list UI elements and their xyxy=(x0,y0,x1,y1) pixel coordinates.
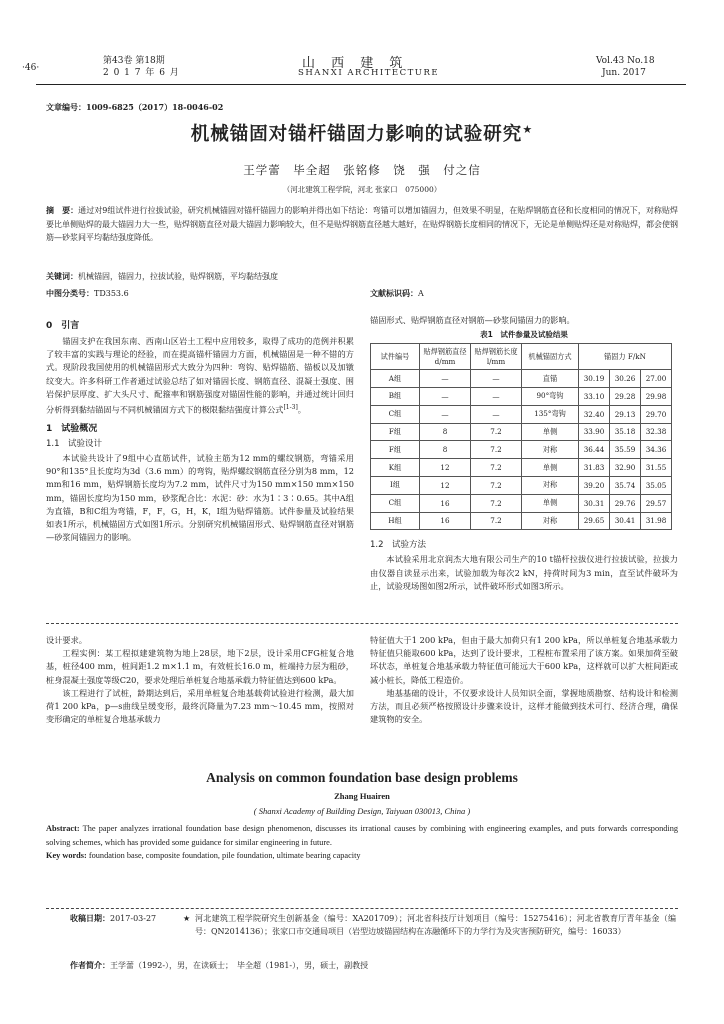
table-cell: 34.36 xyxy=(641,441,672,459)
table-cell: F组 xyxy=(371,423,420,441)
table-row xyxy=(371,441,672,459)
other-left-p3: 该工程进行了试桩，龄期达到后，采用单桩复合地基载荷试验进行检测，最大加荷1 200 kPa，p—s曲线呈缓变形，最终沉降量为7.23 mm～10.45 mm，按照对变形确定的单桩复合地基承载力 xyxy=(46,687,354,725)
section-1-1-title: 1.1 试验设计 xyxy=(46,438,103,449)
table-cell: 对称 xyxy=(522,441,579,459)
paper-title xyxy=(0,120,724,146)
table-cell: 90°弯钩 xyxy=(522,388,579,406)
table-cell: 35.18 xyxy=(610,423,641,441)
header-rule xyxy=(36,84,686,85)
section-0-end: 。 xyxy=(297,404,306,415)
table-header-cell: 贴焊钢筋长度 l/mm xyxy=(471,344,522,370)
fund-star: ★ xyxy=(183,914,191,923)
english-abstract-text: The paper analyzes irrational foundation base design phenomenon, discusses its irrational causes by combining with engineering examples, and puts forwards corresponding solving schemes, which has provided some guidance for similar engineering in future. xyxy=(46,824,678,847)
table-cell: 12 xyxy=(420,476,471,494)
footnote-rule xyxy=(46,908,678,909)
table-cell: C组 xyxy=(371,405,420,423)
table-cell: — xyxy=(420,405,471,423)
journal-name-cn: 山 西 建 筑 xyxy=(302,56,409,71)
english-author: Zhang Huairen xyxy=(334,791,390,801)
table-cell: 7.2 xyxy=(471,512,522,530)
table-row xyxy=(371,405,672,423)
table-cell: 35.59 xyxy=(610,441,641,459)
affiliation: （河北建筑工程学院，河北 张家口 075000） xyxy=(282,185,442,194)
table-cell: 33.90 xyxy=(579,423,610,441)
table-cell: 31.83 xyxy=(579,459,610,477)
received-date: 2017-03-27 xyxy=(110,914,157,923)
clc-label: 中图分类号： xyxy=(46,289,94,298)
table-row xyxy=(371,476,672,494)
table-cell: 35.74 xyxy=(610,476,641,494)
table-cell: 29.57 xyxy=(641,494,672,512)
table-cell: 7.2 xyxy=(471,459,522,477)
received-label: 收稿日期： xyxy=(70,914,110,923)
table-cell: 30.41 xyxy=(610,512,641,530)
author-bio-label: 作者简介： xyxy=(70,961,110,970)
table-cell: — xyxy=(420,388,471,406)
english-keywords-text: foundation base, composite foundation, pile foundation, ultimate bearing capacity xyxy=(88,851,361,860)
table-cell: K组 xyxy=(371,459,420,477)
table-cell: 30.19 xyxy=(579,370,610,388)
abstract-label: 摘 要： xyxy=(46,206,79,215)
keywords xyxy=(46,271,278,283)
table-cell: 7.2 xyxy=(471,441,522,459)
table-cell: 直锚 xyxy=(522,370,579,388)
table-cell: 12 xyxy=(420,459,471,477)
table-cell: 29.65 xyxy=(579,512,610,530)
results-table xyxy=(370,343,672,530)
other-left-p1: 设计要求。 xyxy=(46,635,87,645)
section-1-1-paragraph: 本试验共设计了9组中心直筋试件，试验主筋为12 mm的螺纹钢筋，弯锚采用90°和135°且长度均为3d（3.6 mm）的弯钩，贴焊螺纹钢筋直径分别为8 mm，12 mm和16 mm，贴焊钢筋长度均为7.2 mm，试件尺寸为150 mm×150 mm×150 mm，锚固长度均为150 mm，砂浆配合比：水泥：砂：水为1∶3∶0.65。其中A组为直锚，B和C组为弯锚，F，F，G，H，K，I组为贴焊锚筋。试件参量及试验结果如表1所示，机械锚固方式如图1所示。分别研究机械锚固形式、贴焊钢筋直径对钢筋—砂浆间锚固力的影响。 xyxy=(46,452,354,543)
keywords-label: 关键词： xyxy=(46,272,78,281)
section-1-title: 1 试验概况 xyxy=(46,423,98,434)
table-cell: 32.90 xyxy=(610,459,641,477)
table-cell: 135°弯钩 xyxy=(522,405,579,423)
table-cell: 35.05 xyxy=(641,476,672,494)
english-abstract-label: Abstract: xyxy=(46,824,80,833)
table-cell: 对称 xyxy=(522,512,579,530)
table-cell: 31.98 xyxy=(641,512,672,530)
table-cell: 单侧 xyxy=(522,459,579,477)
english-affiliation: ( Shanxi Academy of Building Design, Taiyuan 030013, China ) xyxy=(253,806,471,816)
doc-code-label: 文献标识码： xyxy=(370,289,418,298)
table-cell: 8 xyxy=(420,423,471,441)
abstract-text: 通过对9组试件进行拉拔试验，研究机械锚固对锚杆锚固力的影响并得出如下结论：弯锚可以增加锚固力，但效果不明显，在贴焊钢筋直径和长度相同的情况下，对称贴焊要比单侧贴焊的最大锚固力大一些，贴焊钢筋直径对最大锚固力影响较大，但不是贴焊钢筋直径越大越好，在贴焊钢筋长度相同的情况下，无论是单侧贴焊还是对称贴焊，都会使钢筋—砂浆间平均黏结强度降低。 xyxy=(46,206,678,242)
other-article-left xyxy=(46,634,354,726)
section-0-ref: [1-3] xyxy=(283,404,298,412)
journal-name-en: SHANXI ARCHITECTURE xyxy=(298,68,440,78)
table-cell: 29.70 xyxy=(641,405,672,423)
article-separator xyxy=(46,623,678,624)
date-cn: 2 0 1 7 年 6 月 xyxy=(103,68,180,78)
other-left-p2: 工程实例：某工程拟建建筑物为地上28层，地下2层，设计采用CFG桩复合地基，桩径400 mm，桩间距1.2 m×1.1 m，有效桩长16.0 m，桩端持力层为粗砂，桩身混凝土强度等级C20，要求处理后单桩复合地基承载力特征值达到600 kPa。 xyxy=(46,648,354,685)
section-1-1-continued: 锚固形式、贴焊钢筋直径对钢筋—砂浆间锚固力的影响。 xyxy=(370,315,575,325)
table-cell: — xyxy=(471,370,522,388)
table-cell: 7.2 xyxy=(471,423,522,441)
other-right-p1: 特征值大于1 200 kPa，但由于最大加荷只有1 200 kPa，所以单桩复合地基承载力特征值只能取600 kPa，达到了设计要求，工程桩布置采用了该方案。如果加荷至破坏状态，单桩复合地基承载力特征值可能远大于600 kPa，这样就可以扩大桩间距或减小桩长，降低工程造价。 xyxy=(370,635,678,685)
section-1-2-title: 1.2 试验方法 xyxy=(370,540,427,551)
table-row xyxy=(371,459,672,477)
abstract xyxy=(46,204,678,245)
table-cell: 32.38 xyxy=(641,423,672,441)
other-article-right xyxy=(370,634,678,726)
table-cell: 单侧 xyxy=(522,423,579,441)
table-cell: 32.40 xyxy=(579,405,610,423)
english-abstract xyxy=(46,822,678,849)
table-header-cell: 试件编号 xyxy=(371,344,420,370)
page-number: ·46· xyxy=(22,63,40,73)
table-cell: 31.55 xyxy=(641,459,672,477)
volume-cn: 第43卷 第18期 xyxy=(103,56,165,66)
table-cell: H组 xyxy=(371,512,420,530)
section-1-2-paragraph: 本试验采用北京润杰大地有限公司生产的10 t锚杆拉拔仪进行拉拔试验，拉拔力由仪器自读显示出来，试验加载为每次2 kN，持荷时间为3 min，直至试件破坏为止，试验现场图如图2所示，试件破坏形式如图3所示。 xyxy=(370,554,678,591)
english-title: Analysis on common foundation base design problems xyxy=(206,770,518,785)
table-cell: 8 xyxy=(420,441,471,459)
other-right-p2: 地基基础的设计，不仅要求设计人员知识全面，掌握地质勘察、结构设计和检测方法，而且必须严格按照设计步骤来设计，这样才能做到技术可行、经济合理，确保建筑物的安全。 xyxy=(370,687,678,725)
title-star: ★ xyxy=(522,122,534,136)
fund-text: 河北建筑工程学院研究生创新基金（编号：XA201709）；河北省科技厅计划项目（编号：15275416）；河北省教育厅青年基金（编号：QN2014136）；张家口市交通局项目（岩型边坡锚固结构在冻融循环下的力学行为及灾害预防研究，编号：16033） xyxy=(195,914,676,936)
article-number: 文章编号：1009-6825（2017）18-0046-02 xyxy=(46,102,224,112)
table-cell: 29.98 xyxy=(641,388,672,406)
table-cell: 7.2 xyxy=(471,494,522,512)
table-cell: I组 xyxy=(371,476,420,494)
table-cell: 30.26 xyxy=(610,370,641,388)
table-cell: A组 xyxy=(371,370,420,388)
clc-number xyxy=(46,288,129,300)
table-cell: 36.44 xyxy=(579,441,610,459)
received xyxy=(70,912,156,925)
table-cell: 27.00 xyxy=(641,370,672,388)
table-cell: 16 xyxy=(420,494,471,512)
table-cell: 33.10 xyxy=(579,388,610,406)
doc-code-value: A xyxy=(418,289,424,298)
section-0-text: 锚固支护在我国东南、西南山区岩土工程中应用较多，取得了成功的范例并积累了较丰富的实践与理论的经验，而在提高锚杆锚固力方面，机械锚固是一种不错的方式。现阶段我国使用的机械锚固形式大致分为四种：弯钩、贴焊锚筋、锚板以及加镦纹变大。许多科研工作者通过试验总结了如对锚固长度、钢筋直径、混凝土强度、围岩保护层厚度、扩大头尺寸、配箍率和钢筋强度对锚固性能的影响，并通过统计回归分析得到黏结锚固与不同机械锚固方式下的极限黏结强度计算公式 xyxy=(46,336,354,415)
table-cell: F组 xyxy=(371,441,420,459)
table-header-cell: 锚固力 F/kN xyxy=(579,344,672,370)
table-cell: 对称 xyxy=(522,476,579,494)
table-row xyxy=(371,423,672,441)
keywords-text: 机械锚固，锚固力，拉拔试验，贴焊钢筋，平均黏结强度 xyxy=(78,272,278,281)
author-bio-text: 王学蕾（1992-），男，在读硕士； 毕全超（1981-），男，硕士，副教授 xyxy=(110,961,369,970)
table-cell: 7.2 xyxy=(471,476,522,494)
table-cell: C组 xyxy=(371,494,420,512)
right-column xyxy=(370,314,678,593)
section-0-paragraph xyxy=(46,335,354,417)
table-row xyxy=(371,370,672,388)
english-keywords-label: Key words: xyxy=(46,851,87,860)
table-cell: 16 xyxy=(420,512,471,530)
date-en: Jun. 2017 xyxy=(602,68,646,78)
title-text: 机械锚固对锚杆锚固力影响的试验研究 xyxy=(190,124,523,145)
volume-en: Vol.43 No.18 xyxy=(596,56,655,66)
table-header-cell: 机械锚固方式 xyxy=(522,344,579,370)
section-0-title: 0 引言 xyxy=(46,321,80,331)
table-header-cell: 贴焊钢筋直径 d/mm xyxy=(420,344,471,370)
table-cell: — xyxy=(420,370,471,388)
authors: 王学蕾 毕全超 张铭修 饶 强 付之信 xyxy=(243,163,481,177)
table-row xyxy=(371,388,672,406)
table-cell: 29.28 xyxy=(610,388,641,406)
table-row xyxy=(371,512,672,530)
table-cell: 单侧 xyxy=(522,494,579,512)
author-bio xyxy=(70,960,368,972)
table-cell: 39.20 xyxy=(579,476,610,494)
table-cell: B组 xyxy=(371,388,420,406)
clc-value: TD353.6 xyxy=(94,289,129,298)
table-row xyxy=(371,494,672,512)
table-cell: 29.13 xyxy=(610,405,641,423)
english-keywords xyxy=(46,851,678,860)
table-caption: 表1 试件参量及试验结果 xyxy=(480,330,568,340)
table-cell: — xyxy=(471,388,522,406)
document-code xyxy=(370,288,424,300)
table-cell: — xyxy=(471,405,522,423)
table-cell: 30.31 xyxy=(579,494,610,512)
table-cell: 29.76 xyxy=(610,494,641,512)
left-column xyxy=(46,318,354,545)
